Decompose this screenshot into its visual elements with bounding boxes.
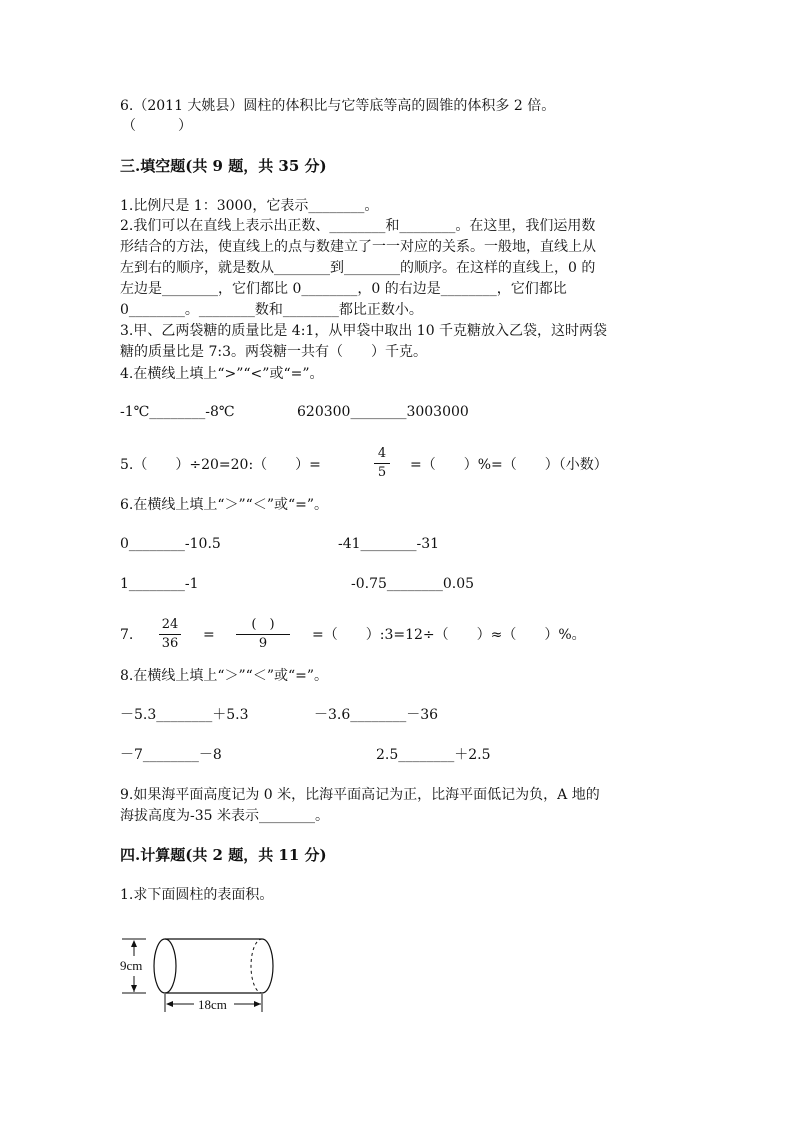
fill-question-3-line-1: 3.甲、乙两袋糖的质量比是 4:1，从甲袋中取出 10 千克糖放入乙袋，这时两袋: [120, 323, 608, 339]
cylinder-right-face-front: [262, 939, 273, 993]
q7-fraction-1: [159, 617, 181, 652]
arrow-left-icon: [166, 1001, 173, 1007]
q4-compare-a[interactable]: -1℃________-8℃: [120, 404, 235, 420]
cylinder-left-face: [154, 939, 176, 993]
prev-question-6: 6.（2011 大姚县）圆柱的体积比与它等底等高的圆锥的体积多 2 倍。: [120, 98, 556, 114]
q7-fraction-2-denominator: 9: [258, 636, 268, 651]
fill-question-1[interactable]: 1.比例尺是 1：3000，它表示________。: [120, 198, 379, 214]
fraction-bar: [374, 463, 390, 464]
q7-fraction-1-denominator: 36: [161, 636, 179, 651]
arrow-right-icon: [254, 1001, 261, 1007]
q4-compare-b[interactable]: 620300________3003000: [297, 404, 469, 420]
fill-question-6-title: 6.在横线上填上“＞”“＜”或“=”。: [120, 497, 329, 513]
q7-equals: =: [203, 627, 215, 643]
q7-fraction-1-numerator: 24: [161, 617, 179, 632]
q5-fraction-numerator: 4: [377, 446, 387, 461]
fill-question-2-line-1[interactable]: 2.我们可以在直线上表示出正数、________和________。在这里，我们运用数: [120, 218, 596, 234]
q6-compare-d[interactable]: -0.75________0.05: [351, 576, 475, 592]
section-3-title: 三.填空题(共 9 题，共 35 分): [120, 157, 327, 175]
fill-question-2-line-5[interactable]: 0________。________数和________都比正数小。: [120, 302, 423, 318]
q8-compare-d[interactable]: 2.5________＋2.5: [376, 747, 491, 763]
fill-question-8-title: 8.在横线上填上“＞”“＜”或“=”。: [120, 668, 329, 684]
q6-compare-a[interactable]: 0________-10.5: [120, 536, 221, 552]
arrow-up-icon: [131, 940, 137, 947]
fill-question-2-line-3[interactable]: 左到右的顺序，就是数从________到________的顺序。在这样的直线上，0 的: [120, 260, 596, 276]
fill-question-5-left[interactable]: 5.（ ）÷20=20:（ ）=: [120, 457, 321, 473]
q8-compare-c[interactable]: －7________－8: [120, 747, 222, 763]
fill-question-9-line-2[interactable]: 海拔高度为-35 米表示________。: [120, 808, 329, 824]
arrow-down-icon: [131, 985, 137, 992]
fill-question-5-right[interactable]: =（ ）%=（ ）（小数）: [410, 457, 608, 473]
fill-question-2-line-2: 形结合的方法，使直线上的点与数建立了一一对应的关系。一般地，直线上从: [120, 239, 596, 255]
fill-question-2-line-4[interactable]: 左边是________，它们都比 0________，0 的右边是________，它们都比: [120, 281, 567, 297]
q5-fraction-denominator: 5: [377, 465, 387, 480]
cylinder-right-face-hidden: [251, 939, 262, 993]
fill-question-9-line-1: 9.如果海平面高度记为 0 米，比海平面高记为正，比海平面低记为负，A 地的: [120, 787, 600, 803]
q8-compare-a[interactable]: －5.3________＋5.3: [120, 707, 249, 723]
q6-compare-c[interactable]: 1________-1: [120, 576, 199, 592]
fill-question-7-label: 7.: [120, 627, 134, 643]
q5-fraction: [374, 446, 390, 481]
height-label: 9cm: [120, 958, 143, 973]
q8-compare-b[interactable]: －3.6________－36: [314, 707, 439, 723]
fraction-bar: [236, 634, 290, 635]
calc-question-1: 1.求下面圆柱的表面积。: [120, 887, 274, 903]
fill-question-3-line-2[interactable]: 糖的质量比是 7:3。两袋糖一共有（ ）千克。: [120, 344, 427, 360]
fill-question-7-right[interactable]: =（ ）:3=12÷（ ）≈（ ）%。: [312, 627, 586, 643]
prev-question-6-answer-paren[interactable]: （ ）: [122, 118, 192, 134]
length-label: 18cm: [198, 997, 227, 1012]
q6-compare-b[interactable]: -41________-31: [338, 536, 440, 552]
cylinder-figure: [118, 928, 288, 1018]
section-4-title: 四.计算题(共 2 题，共 11 分): [120, 846, 327, 864]
q7-fraction-2[interactable]: [236, 617, 290, 652]
q7-fraction-2-numerator-blank[interactable]: ( ): [251, 617, 275, 632]
fraction-bar: [159, 634, 181, 635]
fill-question-4-title: 4.在横线上填上“>”“<”或“=”。: [120, 366, 324, 382]
